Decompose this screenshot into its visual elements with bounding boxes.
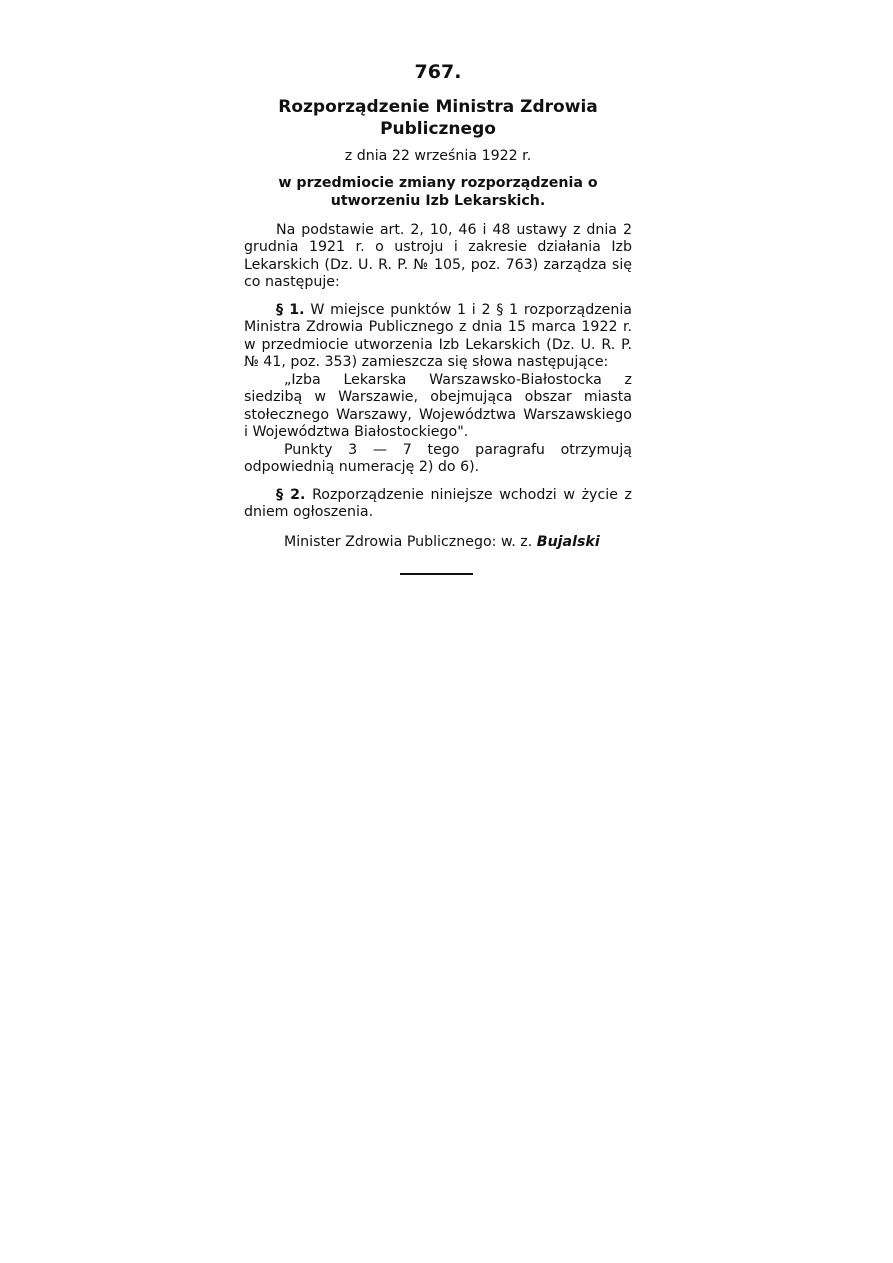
signature-name: Bujalski <box>536 533 600 550</box>
section-1-tail: Punkty 3 — 7 tego paragrafu otrzymują odpowiednią numerację 2) do 6). <box>244 441 632 475</box>
section-1-quote: „Izba Lekarska Warszawsko-Białostocka z siedzibą w Warszawie, obejmująca obszar miasta stołecznego Warszawy, Województwa Warszawskiego i Województwa Białostockiego". <box>244 371 632 440</box>
section-2-paragraph <box>244 487 632 522</box>
section-2-label: § 2. <box>276 486 306 503</box>
document-page <box>244 60 632 551</box>
intro-paragraph: Na podstawie art. 2, 10, 46 i 48 ustawy z dnia 2 grudnia 1921 r. o ustroju i zakresie działania Izb Lekarskich (Dz. U. R. P. № 105, poz. 763) zarządza się co następuje: <box>244 221 632 290</box>
act-date: z dnia 22 września 1922 r. <box>344 148 532 164</box>
closing-divider <box>400 573 473 575</box>
section-1-label: § 1. <box>276 301 305 318</box>
section-1-text: W miejsce punktów 1 i 2 § 1 rozporządzenia Ministra Zdrowia Publicznego z dnia 15 marca 1922 r. w przedmiocie utworzenia Izb Lekarskich (Dz. U. R. P. № 41, poz. 353) zamieszcza się słowa następujące: <box>244 301 633 370</box>
section-2-text: Rozporządzenie niniejsze wchodzi w życie z dniem ogłoszenia. <box>244 486 633 520</box>
section-1-paragraph <box>244 302 632 372</box>
act-subject: w przedmiocie zmiany rozporządzenia o utworzeniu Izb Lekarskich. <box>278 174 598 209</box>
act-number: 767. <box>414 61 462 83</box>
signature-prefix: Minister Zdrowia Publicznego: w. z. <box>284 533 533 550</box>
act-title: Rozporządzenie Ministra Zdrowia Publicznego <box>278 97 598 139</box>
signature-line <box>244 534 632 552</box>
